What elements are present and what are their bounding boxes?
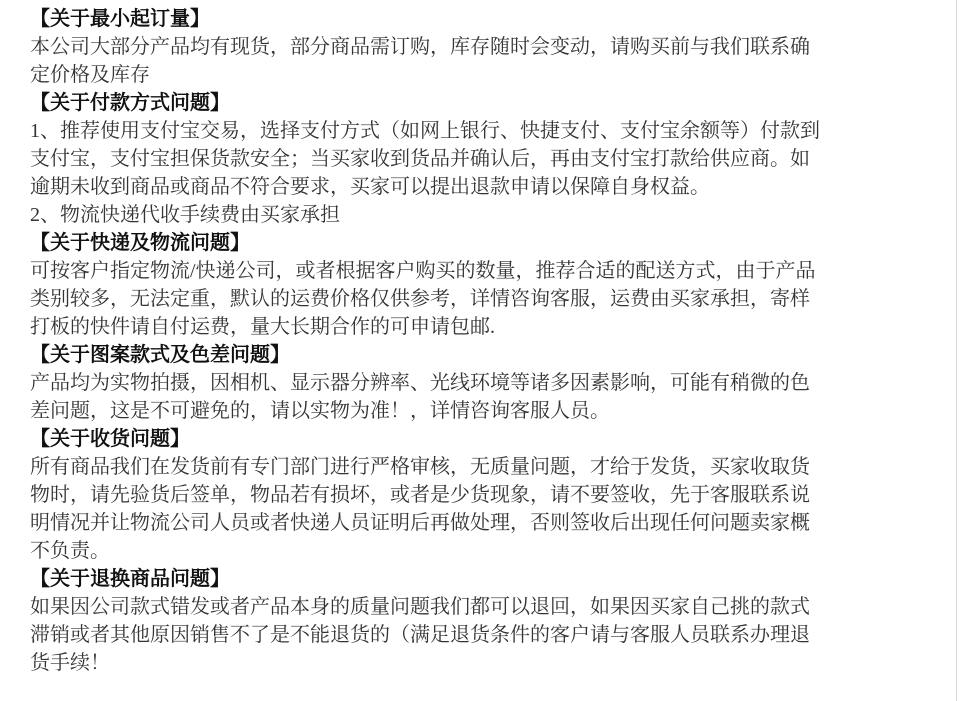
section-min-order-quantity — [30, 5, 820, 89]
section-goods-receipt — [30, 425, 820, 565]
section-pattern-color-difference — [30, 341, 820, 425]
section-title: 【关于收货问题】 — [30, 428, 190, 450]
section-paragraph: 所有商品我们在发货前有专门部门进行严格审核，无质量问题，才给于发货，买家收取货物时，请先验货后签单，物品若有损坏，或者是少货现象，请不要签收，先于客服联系说明情况并让物流公司人员或者快递人员证明后再做处理，否则签收后出现任何问题卖家概不负责。 — [30, 456, 810, 562]
section-title: 【关于付款方式问题】 — [30, 92, 230, 114]
section-title: 【关于快递及物流问题】 — [30, 232, 250, 254]
section-paragraph: 2、物流快递代收手续费由买家承担 — [30, 204, 340, 226]
section-shipping-logistics — [30, 229, 820, 341]
section-title: 【关于图案款式及色差问题】 — [30, 344, 290, 366]
section-paragraph: 如果因公司款式错发或者产品本身的质量问题我们都可以退回，如果因买家自己挑的款式滞销或者其他原因销售不了是不能退货的（满足退货条件的客户请与客服人员联系办理退货手续！ — [30, 596, 810, 674]
section-title: 【关于最小起订量】 — [30, 8, 210, 30]
section-paragraph: 1、推荐使用支付宝交易，选择支付方式（如网上银行、快捷支付、支付宝余额等）付款到支付宝，支付宝担保货款安全；当买家收到货品并确认后，再由支付宝打款给供应商。如逾期未收到商品或商品不符合要求，买家可以提出退款申请以保障自身权益。 — [30, 120, 820, 198]
section-title: 【关于退换商品问题】 — [30, 568, 230, 590]
section-paragraph: 产品均为实物拍摄，因相机、显示器分辨率、光线环境等诸多因素影响，可能有稍微的色差问题，这是不可避免的，请以实物为准！，详情咨询客服人员。 — [30, 372, 810, 422]
section-paragraph: 可按客户指定物流/快递公司，或者根据客户购买的数量，推荐合适的配送方式，由于产品类别较多，无法定重，默认的运费价格仅供参考，详情咨询客服，运费由买家承担，寄样打板的快件请自付运费，量大长期合作的可申请包邮. — [30, 260, 816, 338]
section-payment-methods — [30, 89, 820, 229]
section-paragraph: 本公司大部分产品均有现货，部分商品需订购，库存随时会变动，请购买前与我们联系确定价格及库存 — [30, 36, 810, 86]
section-returns-exchange — [30, 565, 820, 677]
